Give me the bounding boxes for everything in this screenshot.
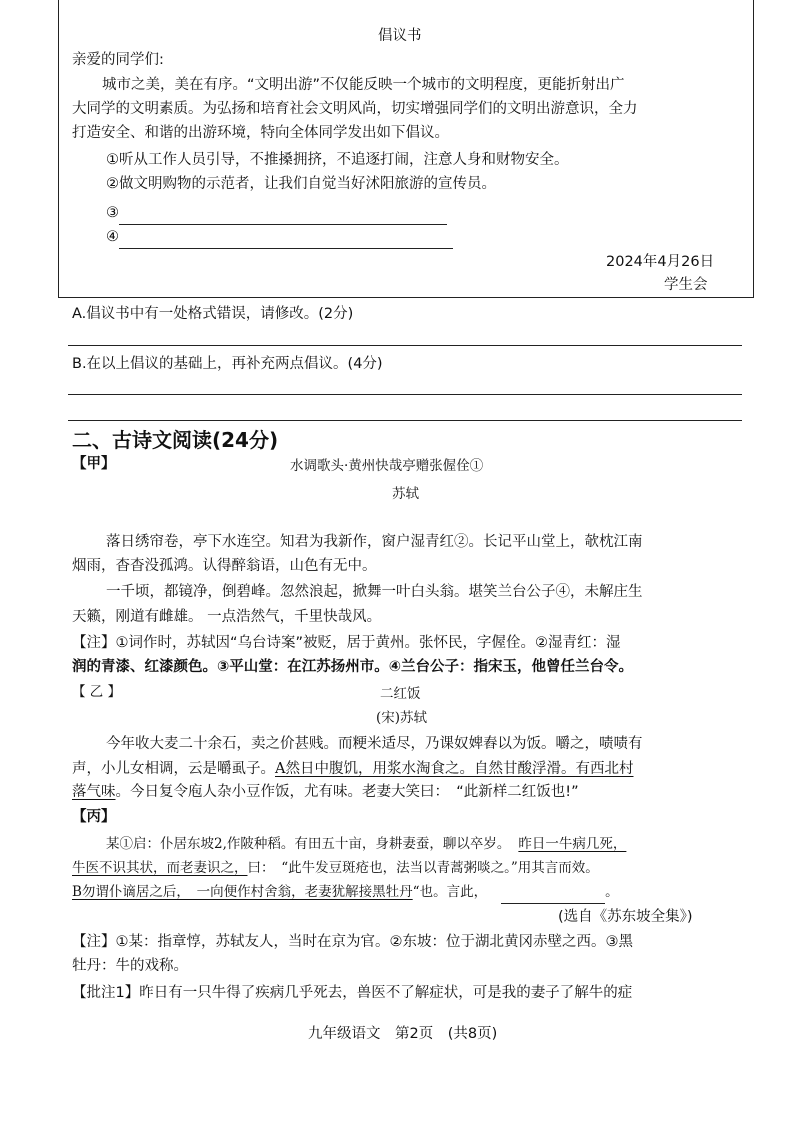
bing-text-seg: 曰： “此牛发豆斑疮也，法当以青蒿粥啖之。”用其言而效。 — [247, 860, 599, 876]
proposal-para-line: 大同学的文明素质。为弘扬和培育社会文明风尚，切实增强同学们的文明出游意识，全力 — [72, 101, 638, 117]
bing-comment: 【批注1】昨日有一只牛得了疾病几乎死去，兽医不了解症状，可是我的妻子了解牛的症 — [72, 985, 633, 1001]
yi-author: (宋)苏轼 — [376, 710, 428, 726]
question-a: A.倡议书中有一处格式错误，请修改。(2分) — [72, 306, 354, 322]
bing-text-seg: “也。言此， — [412, 884, 488, 900]
bing-note-line: 牡丹：牛的戏称。 — [72, 958, 188, 974]
item-3-number: ③ — [106, 205, 119, 221]
bing-text-seg: 。 — [605, 884, 619, 900]
section-heading: 二、古诗文阅读(24分) — [72, 428, 279, 452]
bing-text-line — [72, 880, 619, 904]
bing-source: (选自《苏东坡全集》) — [558, 909, 693, 925]
bing-text-seg: 某①启：仆居东坡2,作陂种稻。有田五十亩，身耕妻蚕，聊以卒岁。 — [106, 836, 511, 852]
proposal-date: 2024年4月26日 — [606, 254, 715, 270]
proposal-item-3 — [106, 201, 447, 225]
proposal-title: 倡议书 — [378, 28, 422, 44]
bing-underlined-seg: 牛医不识其状，而老妻识之， — [72, 860, 248, 876]
proposal-para-line: 城市之美，美在有序。“文明出游”不仅能反映一个城市的文明程度，更能折射出广 — [102, 77, 625, 93]
bing-text-line — [72, 856, 599, 880]
yi-label: 【 乙 】 — [72, 684, 122, 700]
yi-underlined-sentence-a: A然日中腹饥，用浆水淘食之。自然甘酸浮滑。 — [275, 761, 576, 777]
proposal-item-4 — [106, 225, 453, 249]
answer-line-b2[interactable] — [68, 420, 742, 421]
bing-underlined-sentence-b: B勿谓仆谪居之后， 一向便作村舍翁，老妻犹解接黑牡丹 — [72, 884, 413, 900]
jia-label: 【甲】 — [72, 456, 116, 472]
yi-underlined-tail: 有西北村 — [575, 761, 634, 777]
jia-author: 苏轼 — [392, 486, 419, 502]
jia-text-line: 烟雨，杳杳没孤鸿。认得醉翁语，山色有无中。 — [72, 558, 377, 574]
jia-text-line: 落日绣帘卷，亭下水连空。知君为我新作，窗户湿青红②。长记平山堂上，欹枕江南 — [106, 534, 643, 550]
jia-text-line: 一千顷，都镜净，倒碧峰。忽然浪起，掀舞一叶白头翁。堪笑兰台公子④，未解庄生 — [106, 584, 643, 600]
proposal-para-line: 打造安全、和谐的出游环境，特向全体同学发出如下倡议。 — [72, 125, 449, 141]
bing-label: 【丙】 — [72, 809, 116, 825]
yi-text-line — [72, 757, 633, 781]
answer-line-a[interactable] — [68, 345, 742, 346]
proposal-salutation: 亲爱的同学们: — [72, 52, 164, 68]
proposal-item-1: ①听从工作人员引导，不推搡拥挤，不追逐打闹，注意人身和财物安全。 — [106, 152, 569, 168]
jia-note-line: 【注】①词作时，苏轼因“乌台诗案”被贬，居于黄州。张怀民，字偓佺。②湿青红：湿 — [72, 635, 621, 651]
item-4-blank[interactable] — [119, 232, 453, 249]
jia-text-line: 天籁，刚道有雌雄。 一点浩然气，千里快哉风。 — [72, 609, 382, 625]
item-4-number: ④ — [106, 229, 119, 245]
yi-text-seg: 声，小儿女相调，云是嚼虱子。 — [72, 761, 275, 777]
page-footer: 九年级语文 第2页 (共8页) — [308, 1026, 498, 1042]
proposal-item-2: ②做文明购物的示范者，让我们自觉当好沭阳旅游的宣传员。 — [106, 176, 496, 192]
yi-text-line — [72, 780, 579, 804]
question-b: B.在以上倡议的基础上，再补充两点倡议。(4分) — [72, 356, 383, 372]
yi-text-seg: 。今日复令庖人杂小豆作饭，尤有味。老妻大笑曰： “此新样二红饭也!” — [115, 784, 579, 800]
yi-title: 二红饭 — [380, 686, 421, 702]
bing-underlined-seg: 昨日一牛病几死， — [518, 836, 627, 852]
jia-title: 水调歌头·黄州快哉亭赠张偓佺① — [290, 458, 484, 474]
yi-underlined-head: 落气味 — [72, 784, 116, 800]
yi-text-line: 今年收大麦二十余石，卖之价甚贱。而粳米适尽，乃课奴婢舂以为饭。嚼之，啧啧有 — [106, 736, 643, 752]
proposal-signer: 学生会 — [664, 277, 708, 293]
item-3-blank[interactable] — [119, 208, 447, 225]
bing-note-line: 【注】①某：指章惇，苏轼友人，当时在京为官。②东坡：位于湖北黄冈赤壁之西。③黑 — [72, 934, 633, 950]
bing-text-line — [106, 832, 626, 856]
jia-note-line: 润的青漆、红漆颜色。③平山堂：在江苏扬州市。④兰台公子：指宋玉，他曾任兰台令。 — [72, 659, 634, 675]
bing-answer-blank[interactable] — [501, 887, 605, 904]
answer-line-b1[interactable] — [68, 394, 742, 395]
